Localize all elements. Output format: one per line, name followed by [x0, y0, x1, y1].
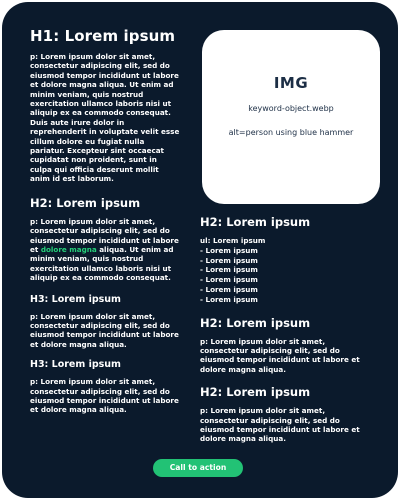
paragraph-tag: p: [200, 406, 209, 416]
list-item: - Lorem ipsum [200, 294, 258, 304]
bullet-list [200, 246, 370, 305]
section-paragraph [200, 406, 370, 444]
paragraph-text: Lorem ipsum dolor sit amet, consectetur adipiscing elit, sed do eiusmod tempor incididunt ut labore et dolore magna aliqua. [200, 406, 360, 444]
image-placeholder-title: IMG [273, 74, 309, 92]
image-placeholder [202, 30, 380, 204]
list-item: - Lorem ipsum [200, 265, 258, 275]
section-heading-h2: H2: Lorem ipsum [30, 195, 141, 210]
image-filename: keyword-object.webp [248, 104, 334, 113]
list-item: - Lorem ipsum [200, 275, 258, 285]
section-paragraph [200, 337, 370, 375]
paragraph-text: Lorem ipsum dolor sit amet, consectetur adipiscing elit, sed do eiusmod tempor incididunt ut labore et dolore magna aliqua. [30, 377, 179, 415]
list-item: - Lorem ipsum [200, 284, 258, 294]
paragraph-tag: p: [200, 336, 209, 346]
subsection-heading-h3: H3: Lorem ipsum [30, 359, 121, 371]
list-item: - Lorem ipsum [200, 245, 258, 255]
content-card [2, 2, 398, 498]
left-column [30, 26, 180, 415]
paragraph-text: Lorem ipsum dolor sit amet, consectetur adipiscing elit, sed do eiusmod tempor incididunt ut labore et dolore magna aliqua. [200, 336, 360, 374]
subsection-paragraph [30, 377, 180, 415]
subsection-paragraph [30, 312, 180, 350]
list-item: - Lorem ipsum [200, 255, 258, 265]
paragraph-text-before: Lorem ipsum dolor sit amet, consectetur adipiscing elit, sed do eiusmod tempor incididunt ut labore et [30, 216, 179, 254]
page-title-h1: H1: Lorem ipsum [30, 27, 176, 45]
paragraph-tag: p: [30, 216, 39, 226]
image-alt-text: alt=person using blue hammer [228, 128, 354, 137]
list-label: ul: Lorem ipsum [200, 236, 266, 245]
intro-paragraph [30, 52, 180, 184]
section-heading-h2: H2: Lorem ipsum [200, 385, 311, 400]
subsection-heading-h3: H3: Lorem ipsum [30, 293, 121, 305]
section-paragraph [30, 217, 180, 283]
call-to-action-button[interactable]: Call to action [153, 459, 243, 477]
paragraph-tag: p: [30, 377, 39, 387]
paragraph-tag: p: [30, 52, 39, 61]
paragraph-tag: p: [30, 311, 39, 321]
highlighted-link[interactable]: dolore magna [40, 244, 97, 254]
right-column [200, 214, 370, 444]
paragraph-text-after: aliqua. Ut enim ad minim veniam, quis nostrud exercitation ullamco laboris nisi ut aliquip ex ea commodo consequat. [30, 244, 174, 283]
section-heading-h2: H2: Lorem ipsum [200, 215, 311, 229]
section-heading-h2: H2: Lorem ipsum [200, 315, 311, 330]
paragraph-text: Lorem ipsum dolor sit amet, consectetur adipiscing elit, sed do eiusmod tempor incididunt ut labore et dolore magna aliqua. Ut enim ad minim veniam, quis nostrud exercitation ullamco laboris nisi ut aliquip ex ea commodo consequat. Duis aute irure dolor in reprehenderit in voluptate velit esse cillum dolore eu fugiat nulla pariatur. Excepteur sint occaecat cupidatat non proident, sunt in culpa qui officia deserunt mollit anim id est laborum. [30, 52, 180, 184]
paragraph-text: Lorem ipsum dolor sit amet, consectetur adipiscing elit, sed do eiusmod tempor incididunt ut labore et dolore magna aliqua. [30, 311, 179, 349]
